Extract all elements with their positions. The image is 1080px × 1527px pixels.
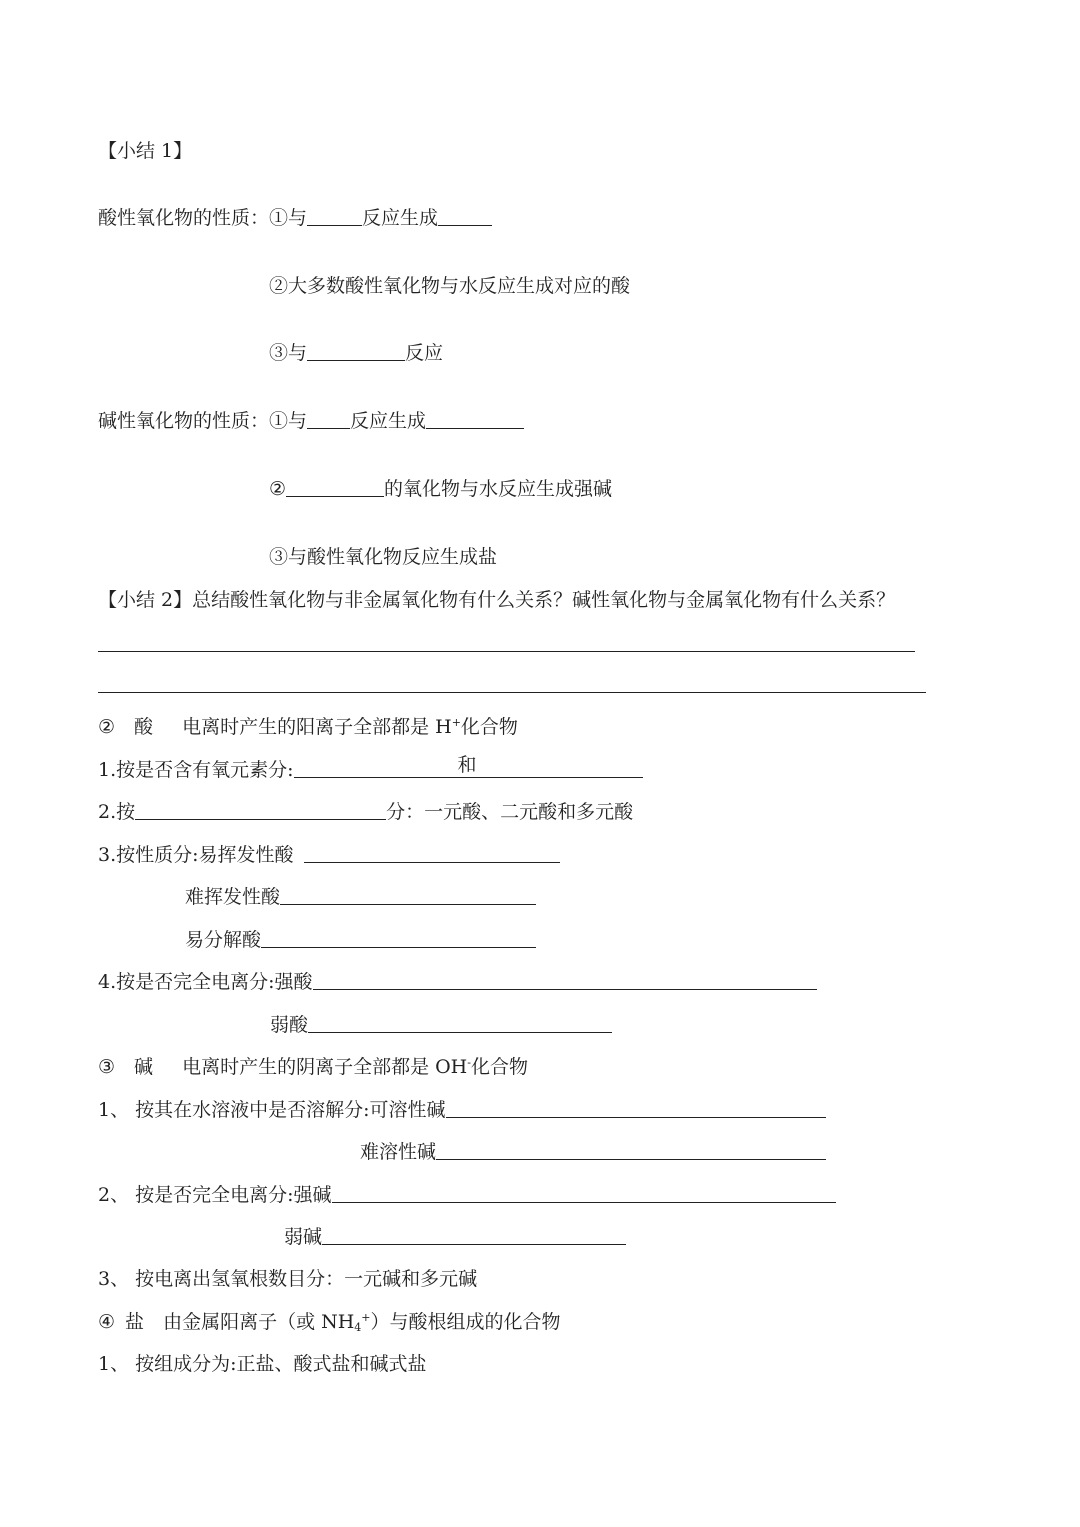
acid-definition: ② 酸 电离时产生的阳离子全部都是 H+化合物 [98,716,518,738]
fill-blank[interactable] [446,1099,826,1118]
fill-blank[interactable] [308,1014,612,1033]
fill-blank[interactable] [438,207,492,226]
salt-title: 盐 [125,1311,145,1333]
fill-blank[interactable] [261,929,536,948]
fill-blank[interactable] [307,342,405,361]
acid-classification-2: 2.按 分：一元酸、二元酸和多元酸 [98,801,634,823]
base-classification-1: 1、 按其在水溶液中是否溶解分:可溶性碱 [98,1098,826,1122]
summary2-heading: 【小结 2】 [98,589,193,611]
acid-classification-4: 4.按是否完全电离分:强酸 [98,970,817,994]
fill-blank[interactable] [307,207,362,226]
acid-classification-3: 3.按性质分:易挥发性酸 [98,843,560,867]
base-classification-2: 2、 按是否完全电离分:强碱 [98,1183,836,1207]
salt-classification-1: 1、 按组成分为:正盐、酸式盐和碱式盐 [98,1353,427,1375]
base-title: 碱 [134,1056,154,1078]
fill-blank[interactable] [426,410,524,429]
fill-blank[interactable] [313,971,817,990]
fill-blank[interactable] [322,1226,626,1245]
basic-oxide-property-2: ② 的氧化物与水反应生成强碱 [269,478,613,500]
acidic-oxide-property-2: ②大多数酸性氧化物与水反应生成对应的酸 [269,275,631,297]
fill-blank[interactable] [307,410,350,429]
summary1-heading: 【小结 1】 [98,140,193,162]
acidic-oxide-property-1: 酸性氧化物的性质：①与 反应生成 [98,206,492,230]
base-definition: ③ 碱 电离时产生的阴离子全部都是 OH-化合物 [98,1056,528,1078]
summary2-question: 【小结 2】总结酸性氧化物与非金属氧化物有什么关系？碱性氧化物与金属氧化物有什么关系？ [98,589,896,611]
acid-title: 酸 [134,716,154,738]
fill-blank[interactable] [286,478,384,497]
base-classification-1b: 难溶性碱 [360,1140,826,1164]
acid-classification-3c: 易分解酸 [185,928,536,952]
acid-classification-3b: 难挥发性酸 [185,885,536,909]
acidic-oxide-label: 酸性氧化物的性质： [98,207,270,229]
answer-line-1[interactable] [98,651,915,652]
base-classification-3: 3、 按电离出氢氧根数目分：一元碱和多元碱 [98,1268,478,1290]
basic-oxide-property-1: 碱性氧化物的性质：①与 反应生成 [98,409,524,433]
fill-blank[interactable] [332,1184,836,1203]
salt-definition: ④ 盐 由金属阳离子（或 $NH_4^+$）与酸根组成的化合物 [98,1311,561,1334]
fill-blank[interactable] [436,1141,826,1160]
answer-line-2[interactable] [98,692,926,693]
acid-classification-1: 1.按是否含有氧元素分: 和 [98,758,643,782]
fill-blank[interactable]: 和 [294,759,643,778]
acidic-oxide-property-3: ③与 反应 [269,342,444,364]
basic-oxide-property-3: ③与酸性氧化物反应生成盐 [269,546,498,568]
fill-blank[interactable] [280,886,536,905]
fill-blank[interactable] [304,844,560,863]
fill-blank[interactable] [135,801,386,820]
base-classification-2b: 弱碱 [284,1225,626,1249]
basic-oxide-label: 碱性氧化物的性质： [98,410,270,432]
acid-classification-4b: 弱酸 [270,1013,612,1037]
